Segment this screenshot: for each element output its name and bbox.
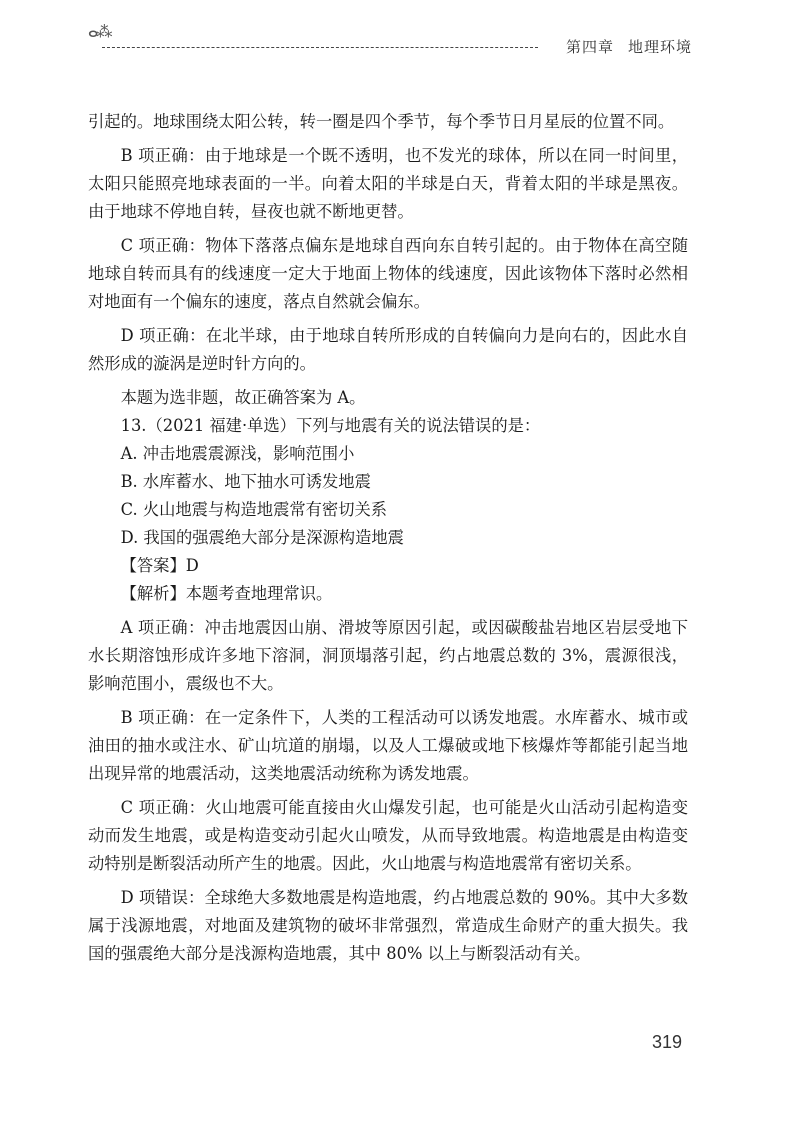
chapter-name: 地理环境 — [627, 38, 692, 56]
question-option-a: A. 冲击地震震源浅，影响范围小 — [120, 444, 355, 463]
page-number: 319 — [651, 1032, 682, 1052]
header-chapter-title — [552, 36, 692, 57]
paragraph-option-d: D 项正确：在北半球，由于地球自转所形成的自转偏向力是向右的，因此水自然形成的漩涡是逆时针方向的。 — [88, 326, 688, 373]
paragraph-continuation: 引起的。地球围绕太阳公转，转一圈是四个季节，每个季节日月星辰的位置不同。 — [88, 112, 675, 131]
paragraph-option-c: C 项正确：物体下落落点偏东是地球自西向东自转引起的。由于物体在高空随地球自转而具有的线速度一定大于地面上物体的线速度，因此该物体下落时必然相对地面有一个偏东的速度，落点自然就会偏东。 — [88, 236, 688, 311]
header-rule — [102, 47, 538, 48]
analysis-option-a: A 项正确：冲击地震因山崩、滑坡等原因引起，或因碳酸盐岩地区岩层受地下水长期溶蚀形成许多地下溶洞，洞顶塌落引起，约占地震总数的 3%，震源很浅，影响范围小，震级也不大。 — [88, 618, 688, 693]
running-header — [88, 22, 692, 56]
question-option-b: B. 水库蓄水、地下抽水可诱发地震 — [120, 472, 371, 491]
question-option-c: C. 火山地震与构造地震常有密切关系 — [120, 500, 388, 519]
paragraph-option-b: B 项正确：由于地球是一个既不透明，也不发光的球体，所以在同一时间里，太阳只能照亮地球表面的一半。向着太阳的半球是白天，背着太阳的半球是黑夜。由于地球不停地自转，昼夜也就不断地更替。 — [88, 146, 688, 221]
ornament-icon: ⴰ⁂ — [88, 22, 111, 41]
analysis-option-b: B 项正确：在一定条件下，人类的工程活动可以诱发地震。水库蓄水、城市或油田的抽水或注水、矿山坑道的崩塌，以及人工爆破或地下核爆炸等都能引起当地出现异常的地震活动，这类地震活动统称为诱发地震。 — [88, 708, 688, 783]
page-content — [88, 108, 688, 974]
chapter-label: 第四章 — [565, 38, 614, 56]
analysis-option-c: C 项正确：火山地震可能直接由火山爆发引起，也可能是火山活动引起构造变动而发生地震，或是构造变动引起火山喷发，从而导致地震。构造地震是由构造变动特别是断裂活动所产生的地震。因此，火山地震与构造地震常有密切关系。 — [88, 798, 688, 873]
paragraph-conclusion: 本题为选非题，故正确答案为 A。 — [120, 388, 366, 407]
question-stem: 13.（2021 福建·单选）下列与地震有关的说法错误的是： — [120, 416, 541, 435]
analysis-heading: 【解析】本题考查地理常识。 — [120, 584, 333, 603]
analysis-option-d: D 项错误：全球绝大多数地震是构造地震，约占地震总数的 90%。其中大多数属于浅源地震，对地面及建筑物的破坏非常强烈，常造成生命财产的重大损失。我国的强震绝大部分是浅源构造地震，其中 80% 以上与断裂活动有关。 — [88, 888, 688, 963]
question-option-d: D. 我国的强震绝大部分是深源构造地震 — [120, 528, 404, 547]
answer-line: 【答案】D — [120, 556, 199, 575]
